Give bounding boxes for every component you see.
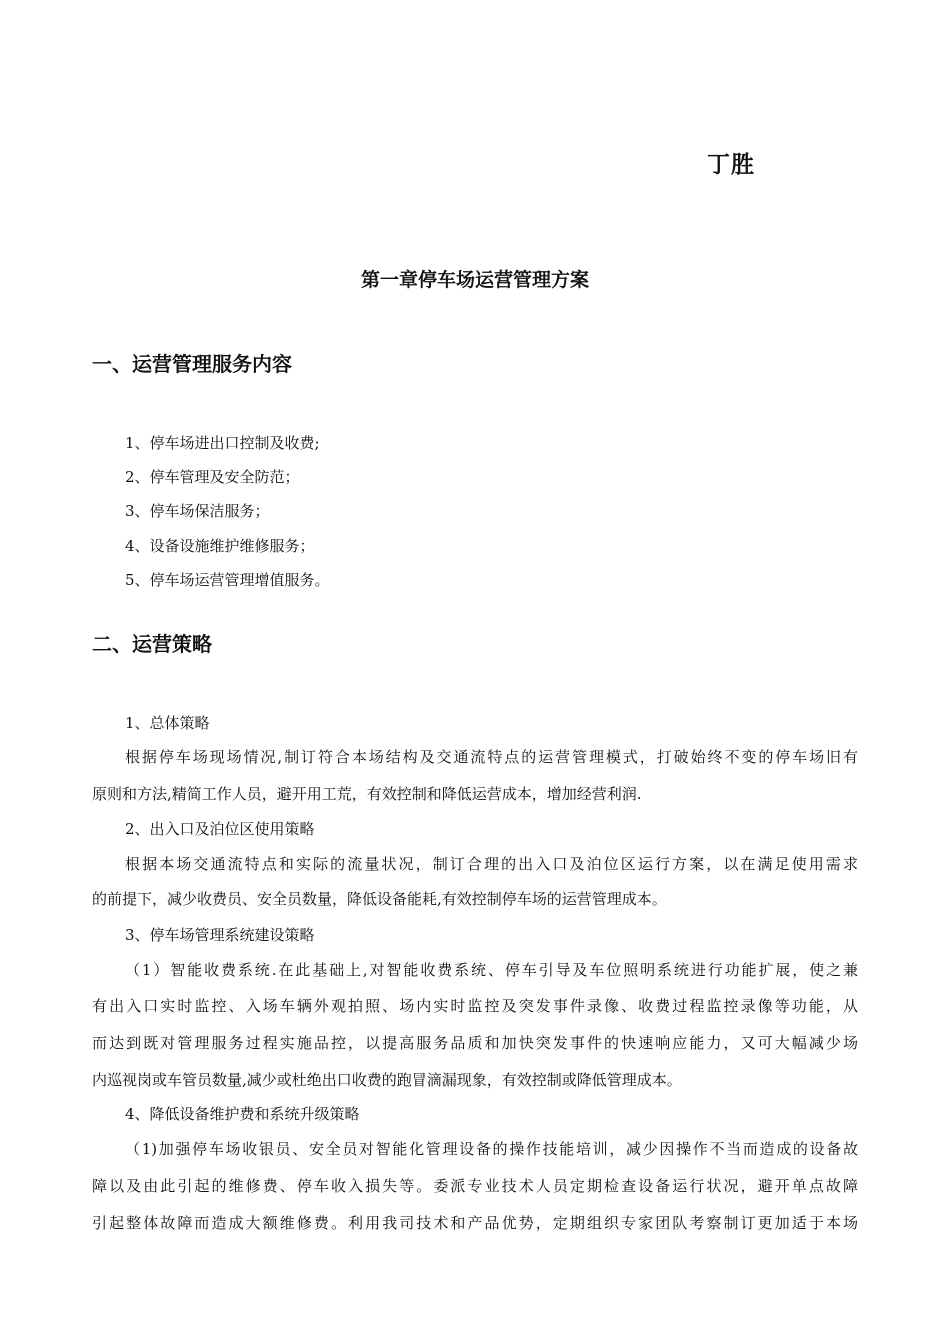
section-heading-service-content: 一、运营管理服务内容: [92, 352, 292, 376]
paragraph-line: （1）智能收费系统.在此基础上,对智能收费系统、停车引导及车位照明系统进行功能扩展，使之兼: [125, 961, 858, 979]
paragraph-line: 引起整体故障而造成大额维修费。利用我司技术和产品优势，定期组织专家团队考察制订更加适于本场: [92, 1214, 858, 1232]
paragraph-line: 根据停车场现场情况,制订符合本场结构及交通流特点的运营管理模式，打破始终不变的停车场旧有: [125, 748, 858, 766]
paragraph-line: 而达到既对管理服务过程实施品控，以提高服务品质和加快突发事件的快速响应能力，又可大幅减少场: [92, 1034, 858, 1052]
paragraph-line: 的前提下，减少收费员、安全员数量，降低设备能耗,有效控制停车场的运营管理成本。: [92, 890, 667, 908]
author-name: 丁胜: [707, 152, 755, 178]
paragraph-line: 原则和方法,精简工作人员，避开用工荒，有效控制和降低运营成本，增加经营利润.: [92, 785, 642, 803]
paragraph-line: 有出入口实时监控、入场车辆外观拍照、场内实时监控及突发事件录像、收费过程监控录像等功能，从: [92, 997, 858, 1015]
section-heading-strategy: 二、运营策略: [92, 632, 212, 656]
subsection-title: 2、出入口及泊位区使用策略: [125, 820, 315, 838]
service-item: 4、设备设施维护维修服务；: [125, 537, 315, 555]
paragraph-line: 根据本场交通流特点和实际的流量状况，制订合理的出入口及泊位区运行方案，以在满足使用需求: [125, 855, 858, 873]
subsection-title: 3、停车场管理系统建设策略: [125, 926, 315, 944]
service-item: 5、停车场运营管理增值服务。: [125, 571, 330, 589]
service-item: 2、停车管理及安全防范；: [125, 468, 300, 486]
paragraph-line: 障以及由此引起的维修费、停车收入损失等。委派专业技术人员定期检查设备运行状况，避开单点故障: [92, 1177, 858, 1195]
service-item: 1、停车场进出口控制及收费;: [125, 434, 320, 452]
subsection-title: 1、总体策略: [125, 714, 210, 732]
paragraph-line: （1)加强停车场收银员、安全员对智能化管理设备的操作技能培训，减少因操作不当而造成的设备故: [125, 1140, 858, 1158]
paragraph-line: 内巡视岗或车管员数量,减少或杜绝出口收费的跑冒滴漏现象，有效控制或降低管理成本。: [92, 1071, 682, 1089]
chapter-title: 第一章停车场运营管理方案: [360, 269, 589, 291]
service-item: 3、停车场保洁服务；: [125, 502, 270, 520]
subsection-title: 4、降低设备维护费和系统升级策略: [125, 1105, 360, 1123]
